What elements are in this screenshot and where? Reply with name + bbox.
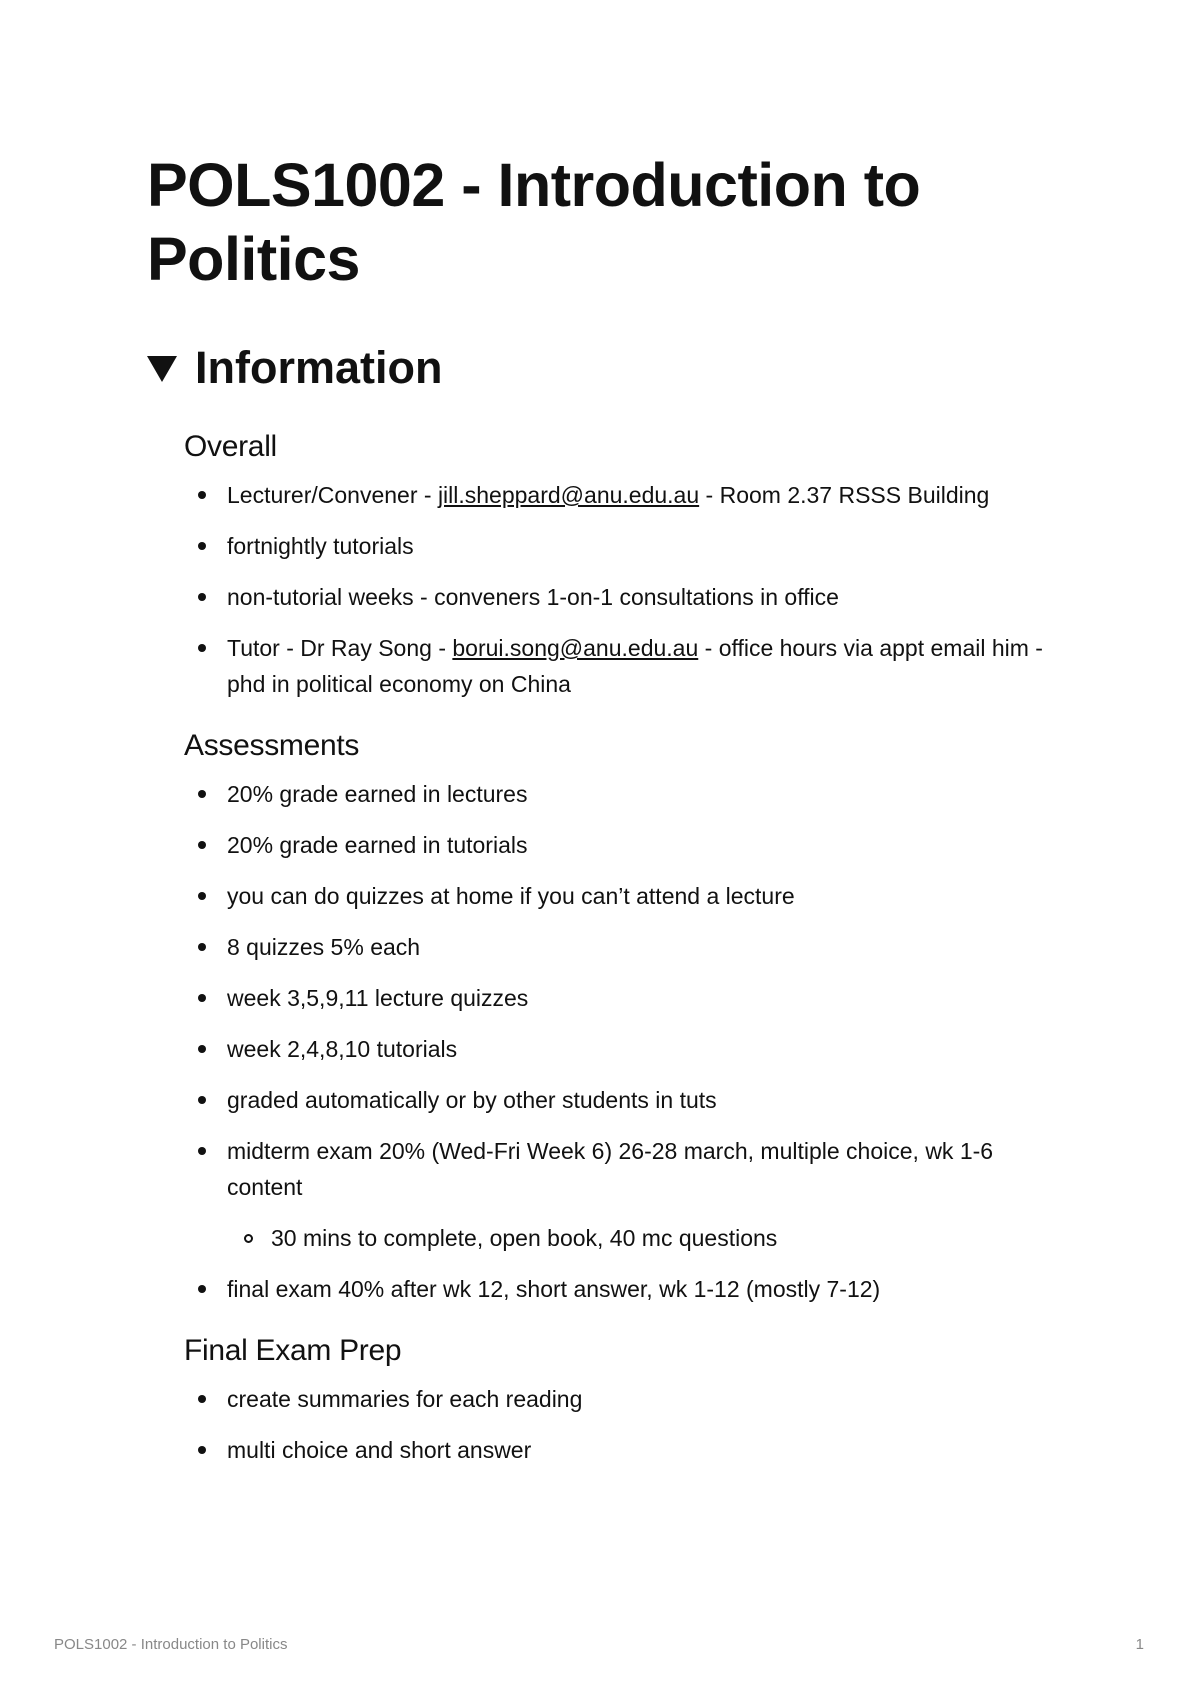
list-item: 20% grade earned in tutorials: [184, 827, 1064, 863]
overall-list: [184, 477, 1064, 702]
list-item-text: - office hours via appt email him - phd in political economy on China: [227, 635, 1043, 697]
list-item: you can do quizzes at home if you can’t attend a lecture: [184, 878, 1064, 914]
final-exam-prep-list: [184, 1381, 1064, 1468]
list-item: week 3,5,9,11 lecture quizzes: [184, 980, 1064, 1016]
email-link[interactable]: borui.song@anu.edu.au: [452, 635, 699, 661]
toggle-heading-information[interactable]: [147, 341, 442, 395]
list-item: non-tutorial weeks - conveners 1-on-1 consultations in office: [184, 579, 1064, 615]
list-item-text: midterm exam 20% (Wed-Fri Week 6) 26-28 march, multiple choice, wk 1-6 content: [227, 1138, 994, 1200]
list-item: [184, 630, 1064, 702]
toggle-content: [184, 427, 1064, 1483]
list-item: fortnightly tutorials: [184, 528, 1064, 564]
footer-title: POLS1002 - Introduction to Politics: [54, 1636, 288, 1653]
list-item: multi choice and short answer: [184, 1432, 1064, 1468]
midterm-sublist: [227, 1220, 1064, 1256]
list-item: create summaries for each reading: [184, 1381, 1064, 1417]
list-item: 8 quizzes 5% each: [184, 929, 1064, 965]
list-item: [184, 477, 1064, 513]
list-item-text: Lecturer/Convener -: [227, 482, 438, 508]
list-item: graded automatically or by other students in tuts: [184, 1082, 1064, 1118]
toggle-label: Information: [195, 342, 443, 393]
list-item: week 2,4,8,10 tutorials: [184, 1031, 1064, 1067]
section-heading-assessments: Assessments: [184, 729, 360, 762]
page-title: POLS1002 - Introduction to Politics: [147, 151, 921, 293]
list-item: final exam 40% after wk 12, short answer, wk 1-12 (mostly 7-12): [184, 1271, 1064, 1307]
list-item: 20% grade earned in lectures: [184, 776, 1064, 812]
page-number: 1: [1135, 1636, 1144, 1653]
list-item-text: - Room 2.37 RSSS Building: [699, 482, 990, 508]
section-heading-final-exam-prep: Final Exam Prep: [184, 1334, 402, 1367]
triangle-down-icon[interactable]: [147, 356, 177, 382]
assessments-list: [184, 776, 1064, 1307]
sub-list-item: 30 mins to complete, open book, 40 mc questions: [227, 1220, 1064, 1256]
list-item: [184, 1133, 1064, 1256]
list-item-text: Tutor - Dr Ray Song -: [227, 635, 453, 661]
section-heading-overall: Overall: [184, 430, 277, 463]
email-link[interactable]: jill.sheppard@anu.edu.au: [437, 482, 700, 508]
